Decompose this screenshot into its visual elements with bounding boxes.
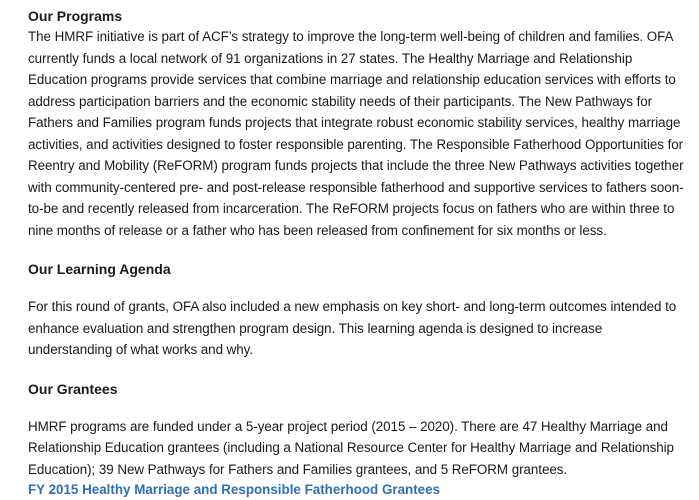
learning-agenda-heading: Our Learning Agenda (28, 261, 171, 277)
grantees-paragraph: HMRF programs are funded under a 5-year project period (2015 – 2020). There are 47 Healthy Marriage and Relationship Education grantees (including a National Resource Center for Healthy Marriage and Relationship Education); 39 New Pathways for Fathers and Families grantees, and 5 ReFORM grantees. (28, 418, 674, 477)
programs-heading: Our Programs (28, 8, 123, 24)
programs-paragraph: The HMRF initiative is part of ACF’s strategy to improve the long-term well-being of children and families. OFA currently funds a local network of 91 organizations in 27 states. The Healthy Marriage and Relationship Education programs provide services that combine marriage and relationship education services with efforts to address participation barriers and the economic stability needs of their participants. The New Pathways for Fathers and Families program funds projects that integrate robust economic stability services, healthy marriage activities, and activities designed to foster responsible parenting. The Responsible Fatherhood Opportunities for Reentry and Mobility (ReFORM) program funds projects that include the three New Pathways activities together with community-centered pre- and post-release responsible fatherhood and supportive services to fathers soon-to-be and recently released from incarceration. The ReFORM projects focus on fathers who are within three to nine months of release or a father who has been released from confinement for six months or less. (28, 29, 684, 238)
grantees-section (28, 379, 688, 500)
learning-agenda-paragraph: For this round of grants, OFA also included a new emphasis on key short- and long-term outcomes intended to enhance evaluation and strengthen program design. This learning agenda is designed to increase understanding of what works and why. (28, 299, 677, 357)
grantees-heading: Our Grantees (28, 380, 118, 397)
learning-agenda-section (28, 259, 688, 361)
content-column (28, 6, 688, 500)
programs-section (28, 6, 688, 241)
grantees-list-link[interactable]: FY 2015 Healthy Marriage and Responsible Fatherhood Grantees (28, 482, 441, 497)
